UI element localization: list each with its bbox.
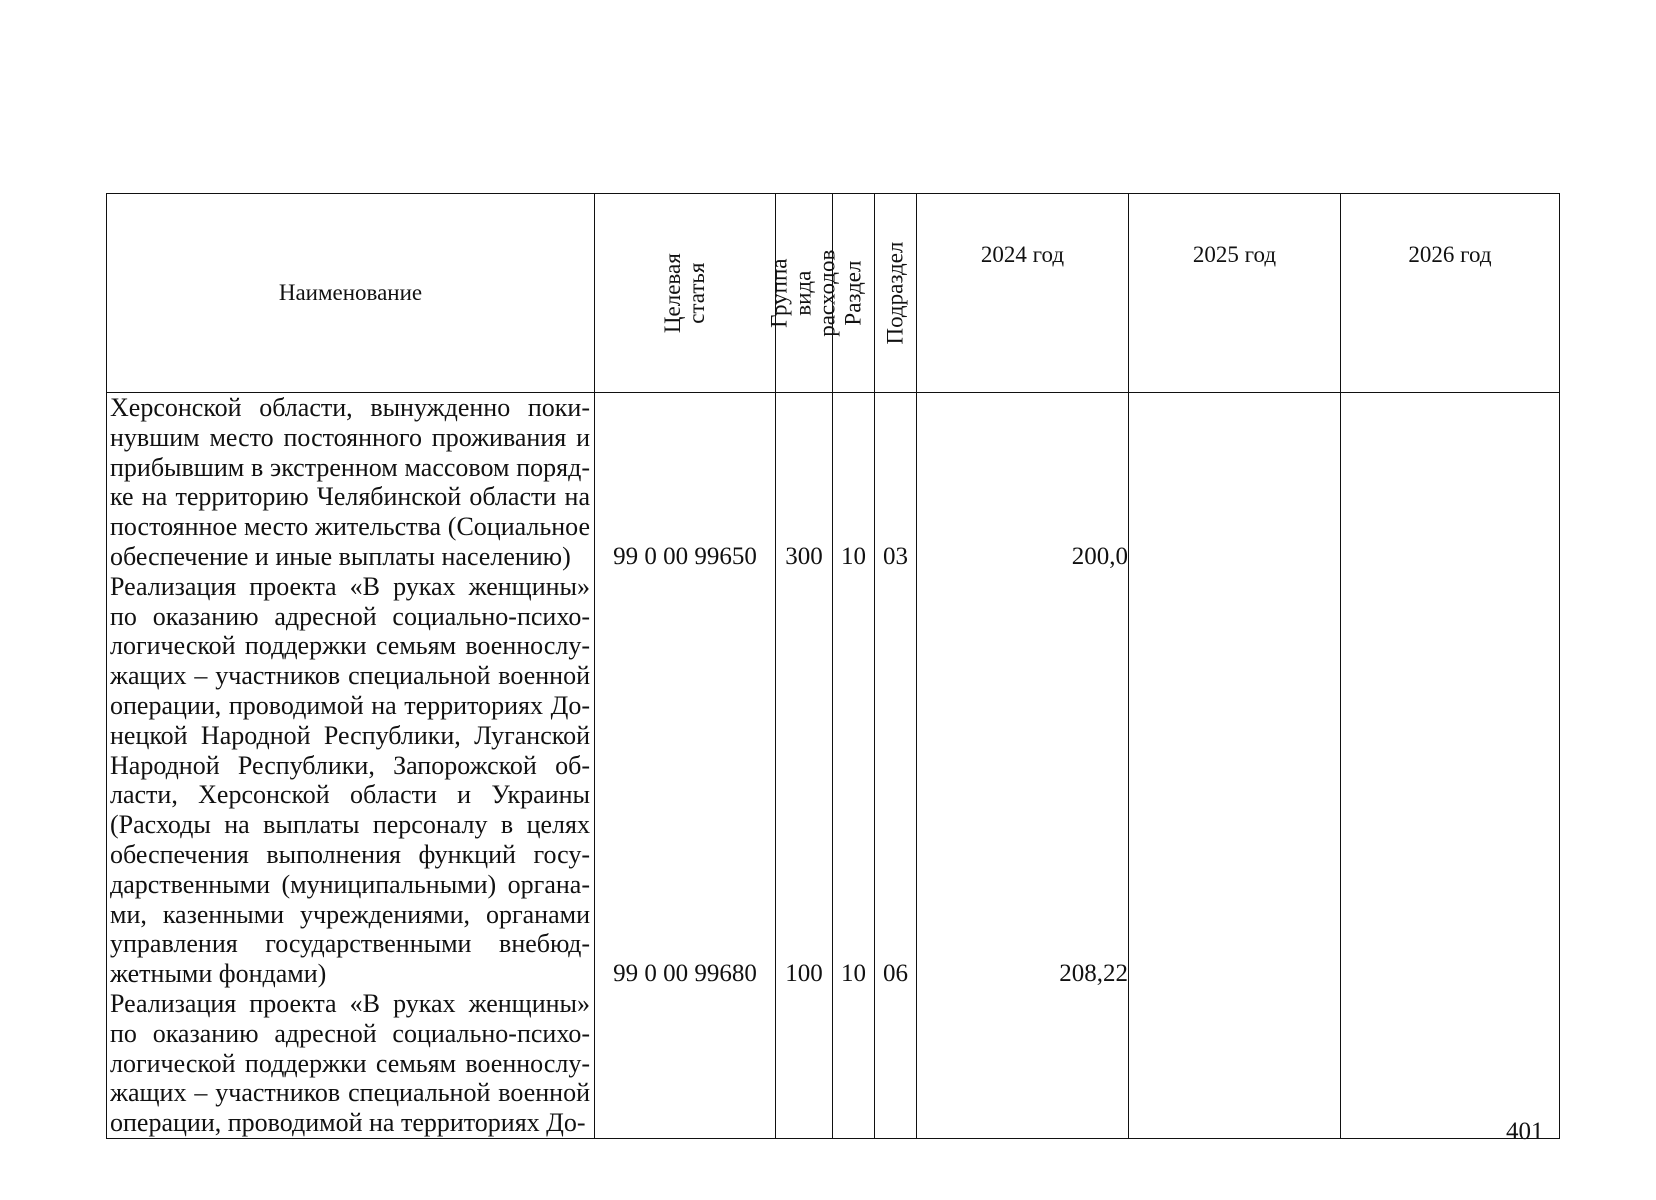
header-2026: 2026 год — [1341, 194, 1560, 393]
header-name: Наименование — [107, 194, 595, 393]
name-text-line: жащих – участников специальной военной — [110, 661, 590, 691]
name-text-line: обеспечения выполнения функций госу- — [110, 839, 590, 869]
header-2024: 2024 год — [917, 194, 1129, 393]
y2024-cell — [917, 393, 1129, 1139]
name-cell — [107, 393, 595, 1139]
table-header-row — [107, 194, 1560, 393]
name-text-line: Народной Республики, Запорожской об- — [110, 750, 590, 780]
row2-target: 99 0 00 99680 — [613, 960, 757, 987]
budget-table — [106, 193, 1560, 1139]
name-text-line: операции, проводимой на территориях До- — [110, 1108, 586, 1138]
name-text-line: управления государственными внебюд- — [110, 929, 590, 959]
name-text-line: ми, казенными учреждениями, органами — [110, 899, 590, 929]
name-text-line: нувшим место постоянного проживания и — [110, 422, 590, 452]
header-subsection: Подраздел — [875, 194, 917, 393]
name-text-line: нецкой Народной Республики, Луганской — [110, 720, 590, 750]
section-cell — [833, 393, 875, 1139]
header-target: Целевая статья — [595, 194, 776, 393]
name-text-line: Херсонской области, вынужденно поки- — [110, 393, 590, 422]
y2026-cell — [1341, 393, 1560, 1139]
name-text — [107, 393, 594, 1138]
row2-y2024: 208,22 — [1059, 960, 1128, 987]
header-2025: 2025 год — [1129, 194, 1341, 393]
name-text-line: ласти, Херсонской области и Украины — [110, 780, 590, 810]
name-text-line: обеспечение и иные выплаты населению) — [110, 541, 571, 571]
row1-target: 99 0 00 99650 — [613, 543, 757, 570]
target-cell — [595, 393, 776, 1139]
name-text-line: постоянное место жительства (Социальное — [110, 512, 590, 542]
header-group: Группа вида расходов — [776, 194, 833, 393]
name-text-line: логической поддержки семьям военнослу- — [110, 1048, 590, 1078]
name-text-line: Реализация проекта «В руках женщины» — [110, 571, 590, 601]
row1-subsection: 03 — [883, 543, 908, 570]
name-text-line: прибывшим в экстренном массовом поряд- — [110, 452, 590, 482]
name-text-line: логической поддержки семьям военнослу- — [110, 631, 590, 661]
y2025-cell — [1129, 393, 1341, 1139]
header-section: Раздел — [833, 194, 875, 393]
name-text-line: ке на территорию Челябинской области на — [110, 482, 590, 512]
row2-subsection: 06 — [883, 960, 908, 987]
row1-section: 10 — [841, 543, 866, 570]
row1-group: 300 — [785, 543, 823, 570]
name-text-line: операции, проводимой на территориях До- — [110, 690, 590, 720]
row1-y2024: 200,0 — [1071, 543, 1128, 570]
row2-group: 100 — [785, 960, 823, 987]
name-text-line: по оказанию адресной социально-психо- — [110, 601, 590, 631]
name-text-line: жетными фондами) — [110, 959, 327, 989]
name-text-line: жащих – участников специальной военной — [110, 1078, 590, 1108]
table-body-row — [107, 393, 1560, 1139]
subsection-cell — [875, 393, 917, 1139]
page-number: 401 — [1506, 1118, 1544, 1145]
name-text-line: по оказанию адресной социально-психо- — [110, 1018, 590, 1048]
group-cell — [776, 393, 833, 1139]
name-text-line: Реализация проекта «В руках женщины» — [110, 988, 590, 1018]
name-text-line: дарственными (муниципальными) органа- — [110, 869, 590, 899]
name-text-line: (Расходы на выплаты персоналу в целях — [110, 810, 590, 840]
row2-section: 10 — [841, 960, 866, 987]
